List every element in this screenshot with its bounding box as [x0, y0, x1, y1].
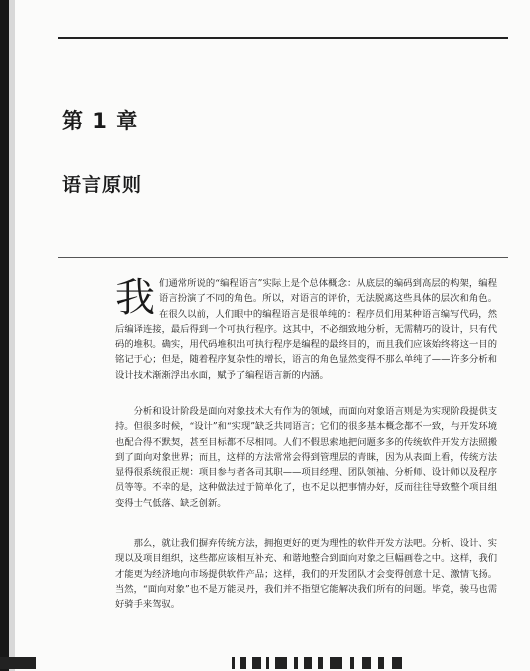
- paragraph-3: 那么，就让我们摒弃传统方法，拥抱更好的更为理性的软件开发方法吧。分析、设计、实现以及项目组织，这些都应该相互补充、和谐地整合到面向对象之巨幅画卷之中。这样，我们才能更为经济地向市场提供软件产品；这样，我们的开发团队才会变得创意十足、激情飞扬。当然，“面向对象”也不是万能灵丹，我们并不指望它能解决我们所有的问题。毕竟，骏马也需好骑手来驾驭。: [115, 538, 497, 611]
- paragraph-1: [115, 276, 497, 383]
- scan-binding-edge: [0, 0, 9, 671]
- chapter-title: 语言原则: [62, 174, 143, 196]
- paragraph-2: 分析和设计阶段是面向对象技术大有作为的领域，而面向对象语言则是为实现阶段提供支持。但很多时候，“设计”和“实现”缺乏共同语言；它们的很多基本概念都不一致，与开发环境也配合得不默契，甚至目标都不尽相同。人们不假思索地把问题多多的传统软件开发方法照搬到了面向对象世界；而且，这样的方法常常会得到管理层的青睐，因为从表面上看，传统方法显得很系统很正规：项目参与者各司其职——项目经理、团队领袖、分析师、设计师以及程序员等等。不幸的是，这种做法过于简单化了，也不足以把事情办好，反而往往导致整个项目组变得士气低落、缺乏创新。: [115, 406, 497, 509]
- drop-cap: 我: [115, 275, 155, 321]
- scan-bottom-artifact: [0, 655, 530, 671]
- top-rule: [58, 37, 508, 39]
- scan-binding-shadow: [9, 0, 15, 671]
- paragraph-1-text: 们通常所说的“编程语言”实际上是个总体概念：从底层的编码到高层的构架，编程语言扮演了不同的角色。所以，对语言的评价，无法脱离这些具体的层次和角色。在很久以前，人们眼中的编程语言是很单纯的：程序员们用某种语言编写代码，然后编译连接，最后得到一个可执行程序。这其中，不必细致地分析，无需精巧的设计，只有代码的堆积。确实，用代码堆积出可执行程序是编程的最终目的，而且我们应该始终将这一目的铭记于心；但是，随着程序复杂性的增长，语言的角色显然变得不那么单纯了——许多分析和设计技术渐渐浮出水面，赋予了编程语言新的内涵。: [115, 278, 497, 381]
- section-rule: [58, 257, 508, 258]
- chapter-number: 第 1 章: [62, 109, 139, 133]
